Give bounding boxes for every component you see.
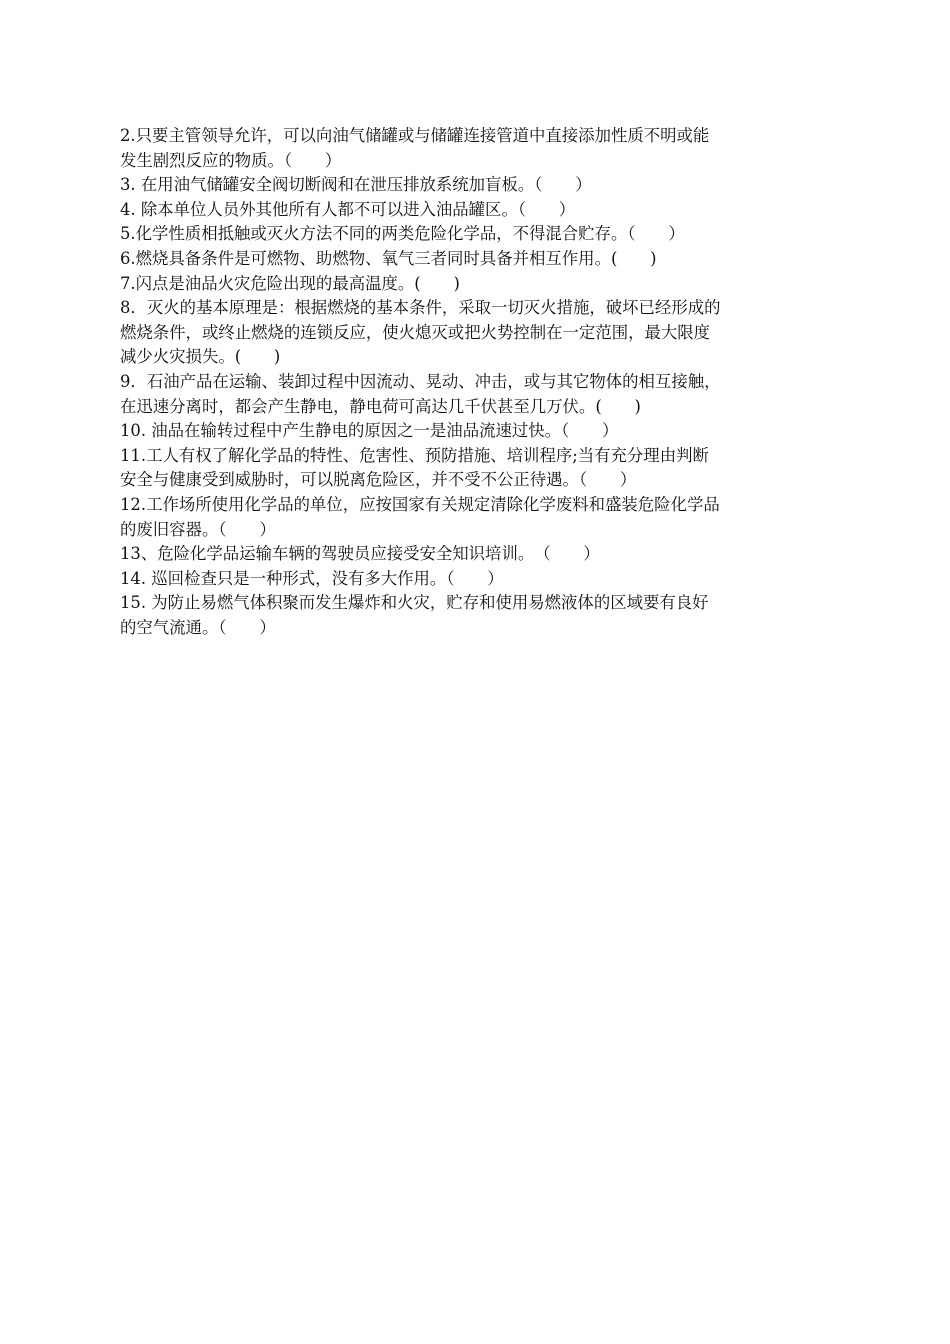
question-line: 7.闪点是油品火灾危险出现的最高温度。( ) (120, 273, 460, 293)
question-line: 6.燃烧具备条件是可燃物、助燃物、氧气三者同时具备并相互作用。( ) (120, 248, 657, 268)
question-10 (120, 419, 832, 444)
question-3 (120, 173, 832, 198)
question-line: 4. 除本单位人员外其他所有人都不可以进入油品罐区。（ ） (120, 199, 576, 219)
question-line: 9．石油产品在运输、装卸过程中因流动、晃动、冲击，或与其它物体的相互接触， (120, 371, 721, 391)
question-line: 安全与健康受到威胁时，可以脱离危险区，并不受不公正待遇。（ ） (120, 470, 637, 490)
question-line: 发生剧烈反应的物质。（ ） (120, 150, 342, 170)
question-4 (120, 198, 832, 223)
question-line: 燃烧条件，或终止燃烧的连锁反应，使火熄灭或把火势控制在一定范围，最大限度 (120, 322, 711, 342)
question-15 (120, 591, 832, 640)
question-line: 10. 油品在输转过程中产生静电的原因之一是油品流速过快。（ ） (120, 421, 619, 441)
question-line: 3. 在用油气储罐安全阀切断阀和在泄压排放系统加盲板。（ ） (120, 175, 592, 195)
question-line: 的废旧容器。（ ） (120, 519, 276, 539)
question-12 (120, 493, 832, 542)
question-line: 的空气流通。（ ） (120, 617, 276, 637)
question-5 (120, 222, 832, 247)
question-11 (120, 444, 832, 493)
question-line: 11.工人有权了解化学品的特性、危害性、预防措施、培训程序;当有充分理由判断 (120, 445, 709, 465)
question-line: 在迅速分离时，都会产生静电，静电荷可高达几千伏甚至几万伏。( ) (120, 396, 641, 416)
question-line: 15. 为防止易燃气体积聚而发生爆炸和火灾，贮存和使用易燃液体的区域要有良好 (120, 593, 709, 613)
question-8 (120, 296, 832, 370)
question-list (120, 124, 832, 640)
question-14 (120, 567, 832, 592)
question-line: 减少火灾损失。( ) (120, 347, 281, 367)
question-6 (120, 247, 832, 272)
question-13 (120, 542, 832, 567)
question-line: 12.工作场所使用化学品的单位，应按国家有关规定清除化学废料和盛装危险化学品 (120, 494, 720, 514)
question-9 (120, 370, 832, 419)
question-line: 13、危险化学品运输车辆的驾驶员应接受安全知识培训。 （ ） (120, 544, 600, 564)
question-line: 5.化学性质相抵触或灭火方法不同的两类危险化学品，不得混合贮存。（ ） (120, 224, 685, 244)
question-2 (120, 124, 832, 173)
question-line: 8．灭火的基本原理是：根据燃烧的基本条件，采取一切灭火措施，破坏已经形成的 (120, 298, 721, 318)
question-7 (120, 272, 832, 297)
question-line: 14. 巡回检查只是一种形式，没有多大作用。（ ） (120, 568, 504, 588)
question-line: 2.只要主管领导允许，可以向油气储罐或与储罐连接管道中直接添加性质不明或能 (120, 126, 710, 145)
